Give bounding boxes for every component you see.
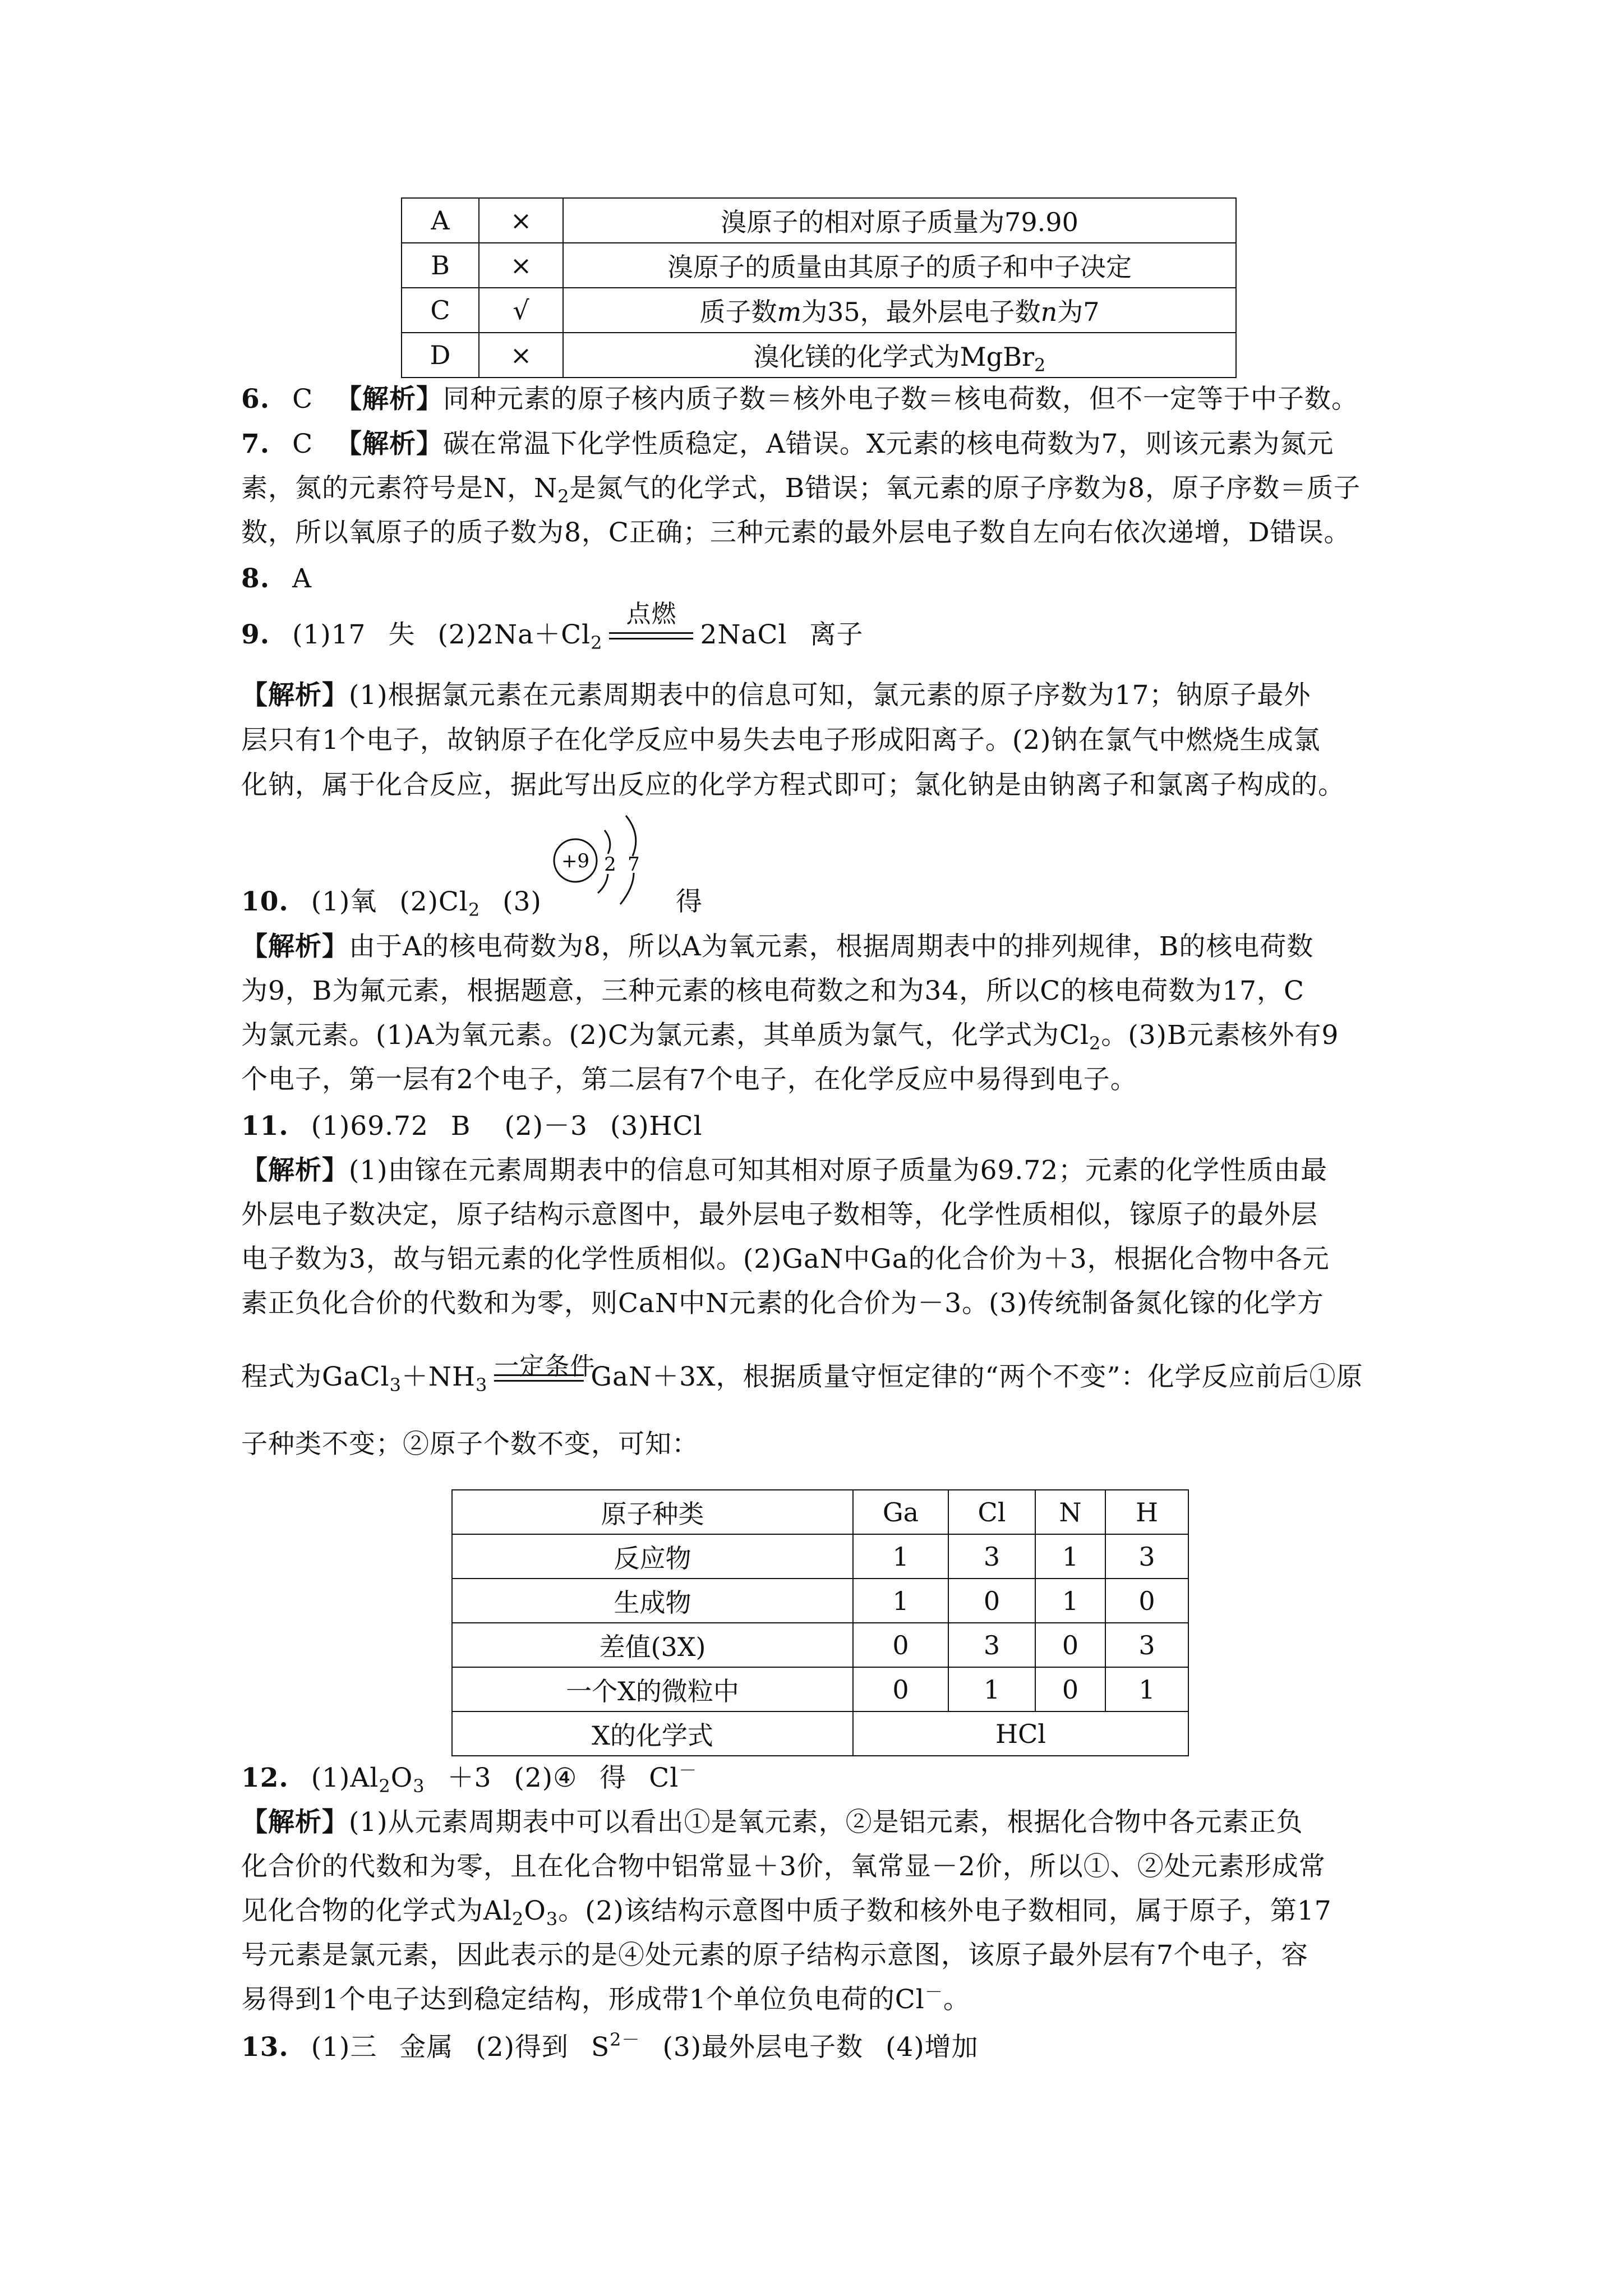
reaction-condition: 点燃 xyxy=(609,625,693,648)
atom-count-table xyxy=(451,1489,1189,1756)
nucleus-charge: +9 xyxy=(561,850,590,872)
answer-q12: 12. $(1)Al_2O_3 +3$ (2)④ 得 Cl－ 【解析】(1)从元素周期表中可以看出①是氧元素，②是铝元素，根据化合物中各元素正负 化合价的代数和为零，且在化合物中铝常显＋3价，氧常显－2价，所以①、②处元素形成常 见化合物的化学式为$Al_2O_3$。(2)该结构示意图中质子数和核外电子数相同，属于原子，第17 号元素是氯元素，因此表示的是④处元素的原子结构示意图，该原子最外层有7个电子，容 易得到1个电子达到稳定结构，形成带1个单位负电荷的Cl－。 xyxy=(241,1760,1332,2015)
answer-q10-gain: 得 xyxy=(676,886,703,917)
table-row: 生成物 1 0 1 0 xyxy=(452,1579,1188,1623)
answer-q11: 11. (1)69.72 B (2)－3 (3)HCl 【解析】(1)由镓在元素周期表中的信息可知其相对原子质量为69.72；元素的化学性质由最 外层电子数决定，原子结构示意图中，最外层电子数相等，化学性质相似，镓原子的最外层 电子数为3，故与铝元素的化学性质相似。(2)GaN中Ga的化合价为＋3，根据化合物中各元 素正负化合价的代数和为零，则CaN中N元素的化合价为－3。(3)传统制备氮化镓的化学方 xyxy=(241,1111,1330,1319)
answer-q6: 6. C 【解析】同种元素的原子核内质子数＝核外电子数＝核电荷数，但不一定等于中子数。 xyxy=(241,384,1359,415)
table-row: D × 溴化镁的化学式为MgBr$_2$ xyxy=(402,333,1236,378)
analysis-q9: 【解析】(1)根据氯元素在元素周期表中的信息可知，氯元素的原子序数为17；钠原子最外 层只有1个电子，故钠原子在化学反应中易失去电子形成阳离子。(2)钠在氯气中燃烧生成氯 化钠，属于化合反应，据此写出反应的化学方程式即可；氯化钠是由钠离子和氯离子构成的。 xyxy=(241,680,1345,800)
table-row: C √ 质子数m为35，最外层电子数n为7 xyxy=(402,288,1236,333)
electron-shell-1: 2 xyxy=(604,853,616,876)
table-row: 一个X的微粒中 0 1 0 1 xyxy=(452,1667,1188,1711)
answer-q10: 10. (1)氧 $(2)Cl_2$ (3) xyxy=(241,886,542,921)
fluorine-atom-structure-diagram xyxy=(544,808,679,926)
answer-q8: 8. A xyxy=(241,563,312,594)
table-row: 反应物 1 3 1 3 xyxy=(452,1534,1188,1579)
analysis-q11-equation: 程式为$GaCl_3+NH_3$ 一定条件 GaN＋3X，根据质量守恒定律的“两个不变”：化学反应前后①原 子种类不变；②原子个数不变，可知： xyxy=(241,1352,1363,1460)
table-row: X的化学式 HCl xyxy=(452,1711,1188,1756)
analysis-q10: 【解析】由于A的核电荷数为8，所以A为氧元素，根据周期表中的排列规律，B的核电荷数 为9，B为氟元素，根据题意，三种元素的核电荷数之和为34，所以C的核电荷数为17，C 为氯元素。(1)A为氧元素。(2)C为氯元素，其单质为氯气，化学式为$Cl_2$。(3)B元素核外有9 个电子，第一层有2个电子，第二层有7个电子，在化学反应中易得到电子。 xyxy=(241,931,1339,1095)
answer-q13: 13. (1)三 金属 (2)得到 $S^{2-}$ (3)最外层电子数 (4)增加 xyxy=(241,2029,979,2063)
table-row: A × 溴原子的相对原子质量为79.90 xyxy=(402,198,1236,243)
table-row: B × 溴原子的质量由其原子的质子和中子决定 xyxy=(402,243,1236,288)
electron-shell-2: 7 xyxy=(628,853,640,876)
reaction-condition: 一定条件 xyxy=(494,1352,596,1381)
answer-q7: 7. C 【解析】碳在常温下化学性质稳定，A错误。X元素的核电荷数为7，则该元素为氮元 素，氮的元素符号是N，$N_2$是氮气的化学式，B错误；氧元素的原子序数为8，原子序数＝质子 数，所以氧原子的质子数为8，C正确；三种元素的最外层电子数自左向右依次递增，D错误。 xyxy=(241,429,1361,548)
table-row: 差值(3X) 0 3 0 3 xyxy=(452,1623,1188,1667)
answer-q9: 9. (1)17 失 $(2)2Na+Cl_2$ 点燃 2NaCl 离子 xyxy=(241,600,864,654)
answer-table-q5 xyxy=(401,197,1237,378)
table-header-row: 原子种类 Ga Cl N H xyxy=(452,1490,1188,1534)
